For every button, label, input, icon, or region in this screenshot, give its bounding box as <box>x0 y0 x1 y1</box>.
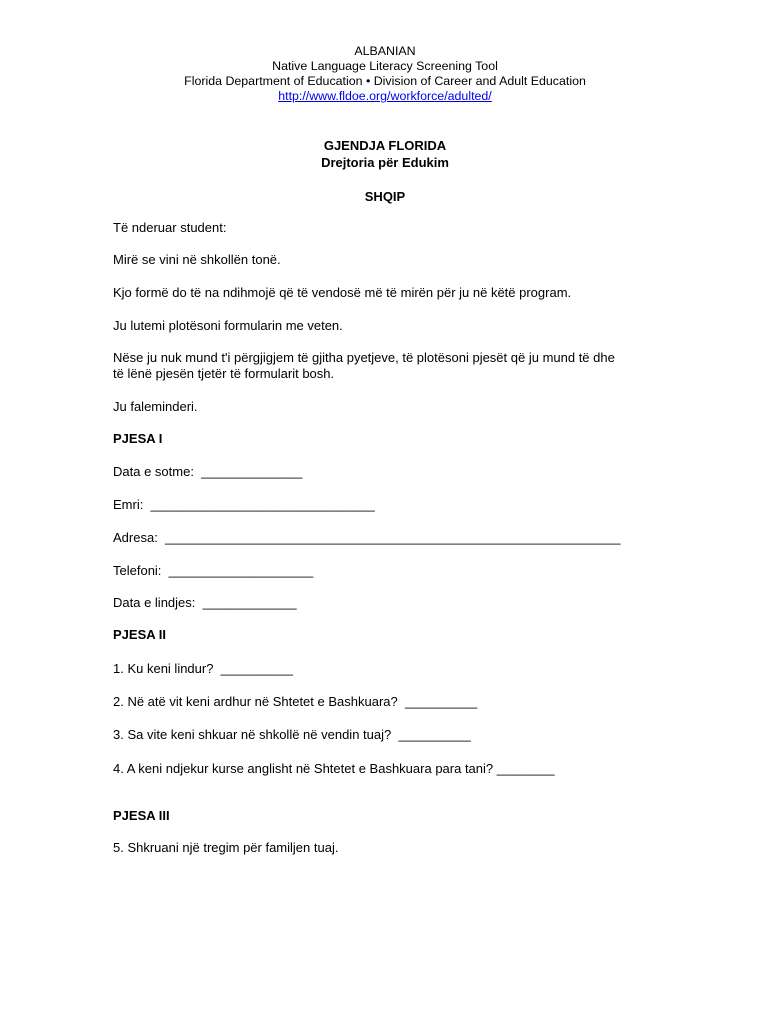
note-text-line1: Nëse ju nuk mund t'i përgjigjem të gjitha pyetjeve, të plotësoni pjesët që ju mund të dhe <box>113 350 615 365</box>
header-language: ALBANIAN <box>354 44 416 58</box>
part2-heading: PJESA II <box>113 627 166 642</box>
title-department: Drejtoria për Edukim <box>321 155 449 170</box>
phone-field[interactable]: Telefoni: ____________________ <box>113 563 314 578</box>
document-header <box>0 44 770 104</box>
title-language: SHQIP <box>364 189 406 204</box>
greeting: Të nderuar student: <box>113 220 227 235</box>
welcome-text: Mirë se vini në shkollën tonë. <box>113 252 281 267</box>
note-text-line2: të lënë pjesën tjetër të formularit bosh. <box>113 366 335 381</box>
name-field[interactable]: Emri: _______________________________ <box>113 497 375 512</box>
thanks-text: Ju faleminderi. <box>113 399 198 414</box>
question-5: 5. Shkruani një tregim për familjen tuaj. <box>113 840 339 855</box>
part1-heading: PJESA I <box>113 431 163 446</box>
header-department: Florida Department of Education • Division of Career and Adult Education <box>184 74 586 88</box>
instruction-text: Ju lutemi plotësoni formularin me veten. <box>113 318 343 333</box>
purpose-text: Kjo formë do të na ndihmojë që të vendosë më të mirën për ju në këtë program. <box>113 285 572 300</box>
question-4[interactable]: 4. A keni ndjekur kurse anglisht në Shtetet e Bashkuara para tani? ________ <box>113 761 555 776</box>
birthdate-field[interactable]: Data e lindjes: _____________ <box>113 595 297 610</box>
header-url-link[interactable]: http://www.fldoe.org/workforce/adulted/ <box>278 89 492 103</box>
date-field[interactable]: Data e sotme: ______________ <box>113 464 303 479</box>
part3-heading: PJESA III <box>113 808 170 823</box>
title-florida: GJENDJA FLORIDA <box>323 138 447 153</box>
question-3[interactable]: 3. Sa vite keni shkuar në shkollë në vendin tuaj? __________ <box>113 727 471 742</box>
address-field[interactable]: Adresa: _______________________________________________________________ <box>113 530 621 545</box>
header-tool-name: Native Language Literacy Screening Tool <box>272 59 498 73</box>
question-2[interactable]: 2. Në atë vit keni ardhur në Shtetet e Bashkuara? __________ <box>113 694 478 709</box>
question-1[interactable]: 1. Ku keni lindur? __________ <box>113 661 293 676</box>
